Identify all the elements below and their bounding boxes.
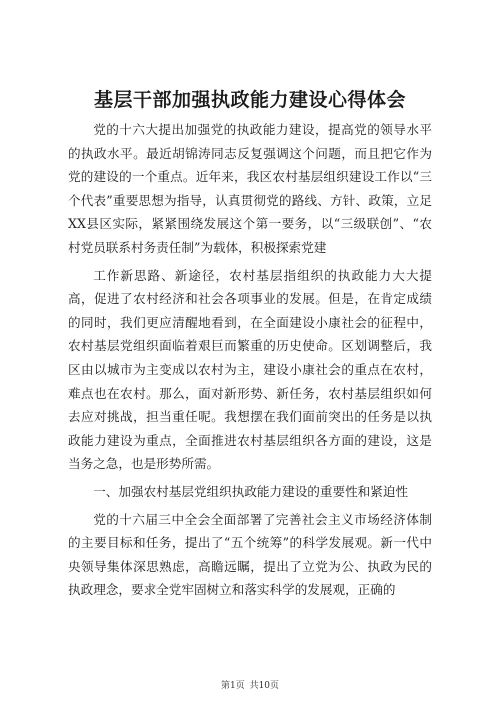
page-footer	[0, 680, 500, 692]
page-total: 共10页	[249, 681, 280, 691]
page-number: 第1页	[220, 681, 245, 691]
document-body	[68, 118, 432, 606]
body-paragraph: 党的十六大提出加强党的执政能力建设，提高党的领导水平的执政水平。最近胡锦涛同志反复强调这个问题，而且把它作为党的建设的一个重点。近年来，我区农村基层组织建设工作以“三个代表”重要思想为指导，认真贯彻党的路线、方针、政策，立足XX县区实际，紧紧围绕发展这个第一要务，以“三级联创”、“农村党员联系村务责任制”为载体，积极探索党建	[68, 122, 432, 255]
document-title: 基层干部加强执政能力建设心得体会	[93, 89, 406, 111]
section-paragraph: 党的十六届三中全会全面部署了完善社会主义市场经济体制的主要目标和任务，提出了“五个统筹”的科学发展观。新一代中央领导集体深思熟虑，高瞻远瞩，提出了立党为公、执政为民的执政理念，要求全党牢固树立和落实科学的发展观，正确的	[68, 511, 432, 598]
body-paragraph: 工作新思路、新途径，农村基层指组织的执政能力大大提高，促进了农村经济和社会各项事业的发展。但是，在肯定成绩的同时，我们更应清醒地看到，在全面建设小康社会的征程中，农村基层党组织面临着艰巨而繁重的历史使命。区划调整后，我区由以城市为主变成以农村为主，建设小康社会的重点在农村，难点也在农村。那么，面对新形势、新任务，农村基层组织如何去应对挑战，担当重任呢。我想摆在我们面前突出的任务是以执政能力建设为重点，全面推进农村基层组织各方面的建设，这是当务之急，也是形势所需。	[68, 267, 432, 472]
section-heading: 一、加强农村基层党组织执政能力建设的重要性和紧迫性	[93, 483, 409, 499]
